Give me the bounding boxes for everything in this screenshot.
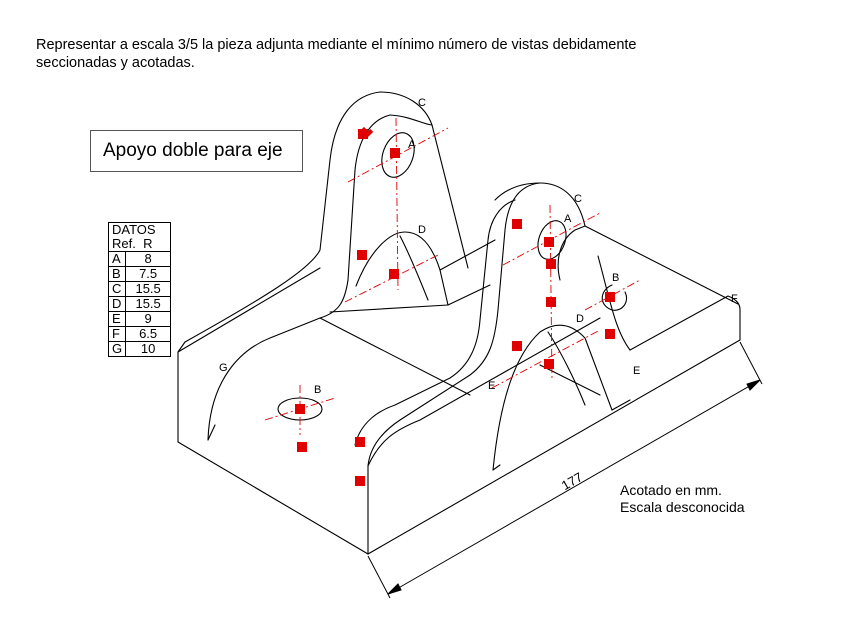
table-cell-ref: D xyxy=(109,297,126,312)
dimension-value: 177 xyxy=(558,469,586,494)
marker xyxy=(605,292,615,302)
rib1-top-right xyxy=(432,125,468,268)
label-d2: D xyxy=(576,313,584,325)
table-cell-r: 8 xyxy=(126,252,171,267)
rib2-inner-left xyxy=(355,200,515,445)
marker xyxy=(389,269,399,279)
label-f: F xyxy=(731,293,738,305)
rib2-front-face-right xyxy=(558,226,585,280)
rib2-back-top xyxy=(495,183,540,200)
marker xyxy=(357,250,367,260)
table-header-datos: DATOS xyxy=(109,223,171,238)
base-left-front-edge xyxy=(178,442,368,554)
table-header-r: R xyxy=(143,236,153,251)
table-cell-r: 10 xyxy=(126,342,171,357)
extension-line-right xyxy=(740,342,762,384)
base-top-left-front xyxy=(178,268,320,352)
marker xyxy=(358,129,368,139)
dimension-177 xyxy=(368,342,762,598)
rib1-inner-floor-2 xyxy=(330,305,448,312)
marker xyxy=(390,148,400,158)
part-outline xyxy=(178,92,740,554)
part-title: Apoyo doble para eje xyxy=(103,140,283,161)
marker xyxy=(512,219,522,229)
marker xyxy=(546,259,556,269)
rib1-outer-left xyxy=(178,92,380,352)
table-cell-ref: E xyxy=(109,312,126,327)
note-line-1: Acotado en mm. xyxy=(620,482,722,498)
rib1-inner-floor xyxy=(320,318,470,395)
label-b2: B xyxy=(612,272,620,284)
label-g: G xyxy=(219,362,228,374)
rib1-slot xyxy=(356,232,448,305)
base-top-right-front xyxy=(630,296,740,350)
markers xyxy=(295,125,615,486)
table-cell-ref: F xyxy=(109,327,126,342)
rib1-inner-left xyxy=(208,115,390,440)
base-top-front-right xyxy=(368,318,600,466)
label-c1: C xyxy=(418,97,426,109)
label-d1: D xyxy=(418,224,426,236)
marker xyxy=(355,476,365,486)
rib2-slot-floor xyxy=(540,365,600,395)
rib1-slot-inner xyxy=(400,236,428,300)
marker xyxy=(605,329,615,339)
table-cell-ref: A xyxy=(109,252,126,267)
marker xyxy=(297,442,307,452)
marker xyxy=(544,359,554,369)
marker xyxy=(295,404,305,414)
centerline-a1-v xyxy=(396,118,398,290)
rib2-bottom xyxy=(493,465,500,470)
arrowhead-right xyxy=(747,380,760,390)
table-header-ref: Ref. xyxy=(112,236,136,251)
label-e1: E xyxy=(488,380,496,392)
label-a1: A xyxy=(408,139,416,151)
label-b1: B xyxy=(314,384,322,396)
table-cell-r: 9 xyxy=(126,312,171,327)
table-cell-ref: G xyxy=(109,342,126,357)
rib-connector-2 xyxy=(448,285,490,305)
table-cell-ref: C xyxy=(109,282,126,297)
marker xyxy=(546,297,556,307)
table-cell-ref: B xyxy=(109,267,126,282)
table-cell-r: 6.5 xyxy=(126,327,171,342)
note-line-2: Escala desconocida xyxy=(620,499,745,515)
label-a2: A xyxy=(564,213,572,225)
table-cell-r: 7.5 xyxy=(126,267,171,282)
statement-line-2: seccionadas y acotadas. xyxy=(36,55,195,71)
marker xyxy=(355,437,365,447)
marker xyxy=(544,237,554,247)
table-cell-r: 15.5 xyxy=(126,282,171,297)
extension-line-left xyxy=(368,556,390,598)
marker xyxy=(512,341,522,351)
arrowhead-left xyxy=(388,584,401,594)
label-c2: C xyxy=(574,193,582,205)
centerline-a2-v xyxy=(550,205,552,380)
table-cell-r: 15.5 xyxy=(126,297,171,312)
label-e2: E xyxy=(633,365,641,377)
statement-line-1: Representar a escala 3/5 la pieza adjunta mediante el mínimo número de vistas debidamente xyxy=(36,37,637,53)
